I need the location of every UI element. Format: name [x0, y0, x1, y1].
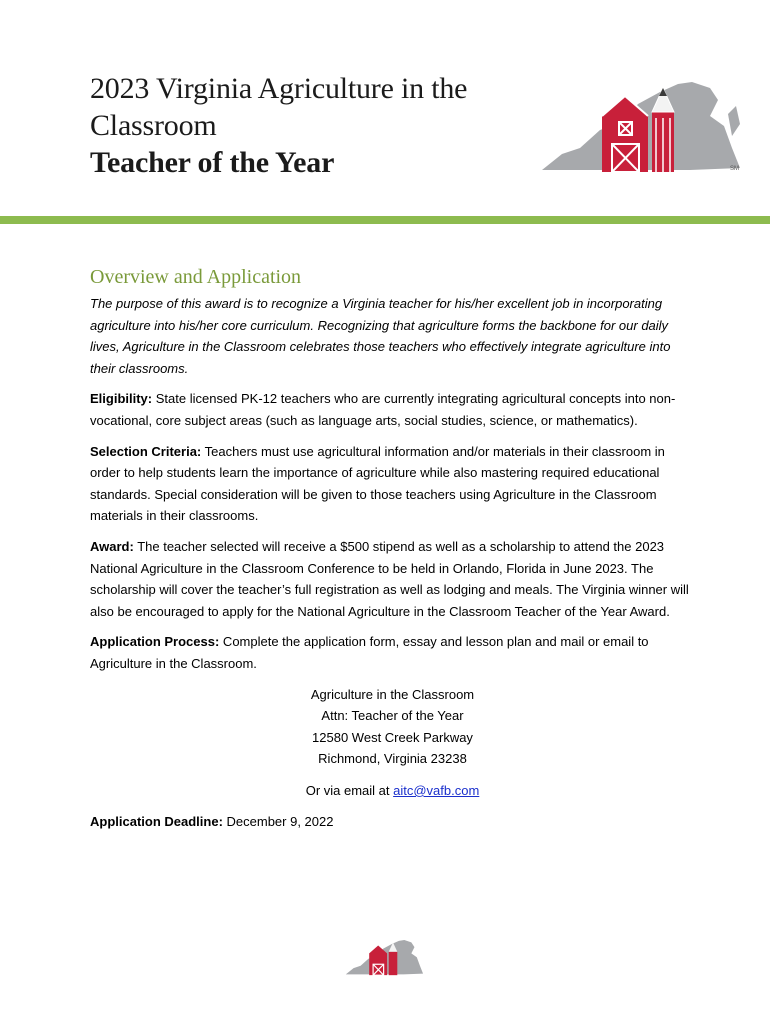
- email-link[interactable]: aitc@vafb.com: [393, 782, 480, 798]
- service-mark-label: SM: [730, 166, 739, 172]
- address-line-3: 12580 West Creek Parkway: [312, 729, 473, 745]
- email-line: [90, 780, 695, 802]
- application-process-text: Complete the application form, essay and lesson plan and mail or email to Agriculture in the Classroom.: [90, 634, 649, 671]
- address-line-2: Attn: Teacher of the Year: [321, 708, 464, 724]
- section-title: Overview and Application: [90, 266, 302, 288]
- document-body: [90, 293, 695, 842]
- title-line-1: 2023 Virginia Agriculture in the: [90, 72, 468, 105]
- eligibility-label: Eligibility:: [90, 391, 153, 407]
- deadline-label: Application Deadline:: [90, 814, 223, 830]
- selection-criteria-label: Selection Criteria:: [90, 443, 202, 459]
- aitc-barn-logo: [540, 78, 745, 178]
- address-line-1: Agriculture in the Classroom: [310, 686, 475, 702]
- header-divider: [0, 216, 770, 224]
- eligibility-paragraph: [90, 388, 695, 431]
- email-prefix: Or via email at: [305, 782, 394, 798]
- purpose-paragraph: The purpose of this award is to recognize a Virginia teacher for his/her excellent job in incorporating agriculture into his/her core curriculum. Recognizing that agriculture forms the backbone for our daily lives, Agriculture in the Classroom celebrates those teachers who effectively integrate agriculture into their classrooms.: [90, 296, 671, 376]
- title-line-2: Classroom: [90, 109, 217, 142]
- application-process-label: Application Process:: [90, 634, 220, 650]
- application-process-paragraph: [90, 631, 695, 674]
- eligibility-text: State licensed PK-12 teachers who are currently integrating agricultural concepts into non-vocational, core subject areas (such as language arts, social studies, science, or mathematics).: [90, 391, 676, 428]
- mailing-address: [90, 684, 695, 770]
- document-title: [90, 70, 540, 181]
- deadline-paragraph: [90, 811, 695, 833]
- address-line-4: Richmond, Virginia 23238: [318, 751, 467, 767]
- footer-barn-logo: [345, 938, 425, 978]
- title-line-3: Teacher of the Year: [90, 146, 335, 179]
- award-label: Award:: [90, 538, 134, 554]
- selection-criteria-paragraph: [90, 441, 695, 527]
- selection-criteria-text: Teachers must use agricultural information and/or materials in their classroom in order to help students learn the importance of agriculture while also mastering required educational standards. Special consideration will be given to those teachers using Agriculture in the Classroom materials in their classrooms.: [90, 443, 665, 524]
- map-peninsula-shape: [728, 106, 740, 136]
- award-paragraph: [90, 536, 695, 622]
- deadline-text: December 9, 2022: [222, 814, 334, 830]
- award-text: The teacher selected will receive a $500 stipend as well as a scholarship to attend the 2023 National Agriculture in the Classroom Conference to be held in Orlando, Florida in June 2023. The scholarship will cover the teacher’s full registration as well as lodging and meals. The Virginia winner will also be encouraged to apply for the National Agriculture in the Classroom Teacher of the Year Award.: [90, 538, 689, 619]
